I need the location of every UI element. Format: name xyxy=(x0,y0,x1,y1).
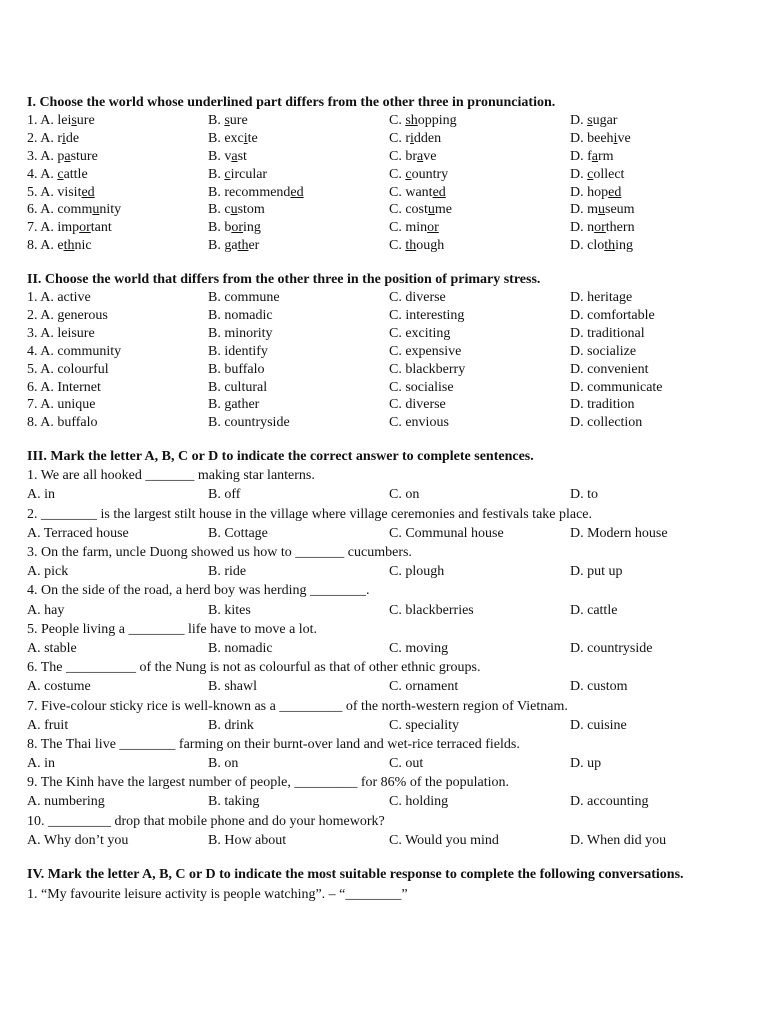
option-text: te xyxy=(247,130,258,146)
option-text: ve xyxy=(423,148,437,164)
option-text: 4. A. xyxy=(27,166,58,182)
answer-option: D. custom xyxy=(570,679,628,695)
answer-option: B. minority xyxy=(208,325,273,341)
question-text: 7. Five-colour sticky rice is well-known as a _________ of the north-western region of Vietnam. xyxy=(27,698,568,714)
answer-option: D. cuisine xyxy=(570,717,627,733)
answer-option: B. nomadic xyxy=(208,640,273,656)
question-row xyxy=(27,396,747,414)
option-text: C. r xyxy=(389,130,410,146)
option-text: st xyxy=(237,148,247,164)
underlined-part: th xyxy=(237,238,249,254)
answer-option: D. socialize xyxy=(570,343,637,359)
question-row xyxy=(27,361,747,379)
option-text: de xyxy=(65,130,80,146)
answer-option xyxy=(389,184,446,202)
answer-option: D. countryside xyxy=(570,640,653,656)
section-title: IV. Mark the letter A, B, C or D to indicate the most suitable response to complete the following conversations. xyxy=(27,867,684,882)
option-text: D. m xyxy=(570,202,598,218)
option-text: ing xyxy=(243,220,261,236)
question-row xyxy=(27,201,747,219)
underlined-part: or xyxy=(594,220,606,236)
answer-option: C. blackberries xyxy=(389,602,474,618)
answer-option xyxy=(570,219,635,237)
underlined-part: s xyxy=(71,113,77,128)
underlined-part: i xyxy=(613,130,618,146)
answer-option: C. Would you mind xyxy=(389,832,499,848)
answer-option xyxy=(27,130,79,148)
option-text: ve xyxy=(617,130,631,146)
option-text: B. xyxy=(208,166,225,182)
options-row xyxy=(27,677,747,696)
answer-option: C. expensive xyxy=(389,343,462,359)
answer-option xyxy=(208,219,261,237)
answer-option: 6. A. Internet xyxy=(27,379,101,395)
answer-option: 3. A. leisure xyxy=(27,325,95,341)
answer-option: B. on xyxy=(208,756,239,772)
underlined-part: ed xyxy=(608,184,622,200)
answer-option: B. countryside xyxy=(208,415,290,431)
underlined-part: u xyxy=(92,202,100,218)
question-row xyxy=(27,237,747,255)
option-text: C. xyxy=(389,166,406,182)
option-text: C. br xyxy=(389,148,417,164)
option-text: rm xyxy=(598,148,614,164)
underlined-part: a xyxy=(591,148,598,164)
answer-option: B. Cottage xyxy=(208,525,268,541)
answer-option: B. kites xyxy=(208,602,251,618)
underlined-part: or xyxy=(79,220,91,236)
underlined-part: th xyxy=(63,238,75,254)
question-text: 5. People living a ________ life have to move a lot. xyxy=(27,621,318,637)
underlined-part: th xyxy=(405,238,417,254)
answer-option: B. drink xyxy=(208,717,254,733)
answer-option xyxy=(570,201,635,219)
question-row xyxy=(27,343,747,361)
answer-option: B. nomadic xyxy=(208,308,273,324)
answer-option xyxy=(27,112,95,130)
section-conversations xyxy=(27,866,747,905)
underlined-part: ed xyxy=(290,184,304,200)
section-pronunciation xyxy=(27,94,747,255)
answer-option: 7. A. unique xyxy=(27,397,96,413)
answer-option: B. identify xyxy=(208,343,268,359)
underlined-part: or xyxy=(427,220,439,236)
section-multiple-choice xyxy=(27,448,747,850)
answer-option: B. gather xyxy=(208,397,260,413)
underlined-part: sh xyxy=(405,113,418,128)
underlined-part: c xyxy=(405,166,412,182)
option-text: B. v xyxy=(208,148,232,164)
underlined-part: u xyxy=(230,202,238,218)
answer-option xyxy=(27,184,95,202)
option-text: 3. A. p xyxy=(27,148,65,164)
worksheet xyxy=(27,94,747,921)
answer-option xyxy=(208,130,258,148)
answer-option: B. taking xyxy=(208,794,260,810)
answer-option: D. to xyxy=(570,487,598,503)
answer-option: D. collection xyxy=(570,415,643,431)
answer-option: A. in xyxy=(27,756,55,772)
section-stress xyxy=(27,271,747,432)
answer-option: A. hay xyxy=(27,602,65,618)
answer-option: B. How about xyxy=(208,832,287,848)
underlined-part: ed xyxy=(81,184,95,200)
question-row xyxy=(27,166,747,184)
answer-option xyxy=(389,237,444,255)
question-text: 3. On the farm, uncle Duong showed us how to _______ cucumbers. xyxy=(27,545,412,560)
question-row xyxy=(27,325,747,343)
answer-option: 4. A. community xyxy=(27,343,122,359)
underlined-part: i xyxy=(243,130,248,146)
answer-option: A. Terraced house xyxy=(27,525,129,541)
answer-option: A. numbering xyxy=(27,794,105,810)
option-text: B. recommend xyxy=(208,184,291,200)
answer-option xyxy=(389,130,441,148)
answer-option: A. stable xyxy=(27,640,77,656)
answer-option: A. Why don’t you xyxy=(27,832,129,848)
options-row xyxy=(27,524,747,543)
answer-option xyxy=(27,148,98,166)
answer-option: D. cattle xyxy=(570,602,618,618)
answer-option: C. Communal house xyxy=(389,525,504,541)
question-row xyxy=(27,130,747,148)
option-text: B. c xyxy=(208,202,231,218)
answer-option: D. traditional xyxy=(570,325,645,341)
question-text: 4. On the side of the road, a herd boy was herding ________. xyxy=(27,583,370,599)
section-title: III. Mark the letter A, B, C or D to indicate the correct answer to complete sentences. xyxy=(27,449,534,465)
question-row xyxy=(27,112,747,130)
answer-option: C. exciting xyxy=(389,325,451,341)
answer-option: A. fruit xyxy=(27,717,69,733)
option-text: D. clo xyxy=(570,238,605,254)
answer-option xyxy=(208,184,304,202)
answer-option: 8. A. buffalo xyxy=(27,415,98,431)
option-text: er xyxy=(248,238,260,254)
underlined-part: c xyxy=(224,166,231,182)
option-text: D. hop xyxy=(570,184,609,200)
answer-option xyxy=(208,148,247,166)
answer-option: C. ornament xyxy=(389,679,459,695)
options-row xyxy=(27,485,747,504)
underlined-part: a xyxy=(64,148,71,164)
underlined-part: i xyxy=(410,130,414,146)
underlined-part: th xyxy=(604,238,616,254)
answer-option xyxy=(27,219,112,237)
question-row xyxy=(27,414,747,432)
answer-option: C. moving xyxy=(389,640,449,656)
question-text: 9. The Kinh have the largest number of people, _________ for 86% of the population. xyxy=(27,775,509,791)
answer-option xyxy=(389,148,436,166)
answer-option: D. put up xyxy=(570,564,623,580)
answer-option xyxy=(208,166,267,184)
answer-option: B. shawl xyxy=(208,679,257,695)
options-row xyxy=(27,754,747,773)
option-text: D. beeh xyxy=(570,130,614,146)
option-text: seum xyxy=(605,202,635,218)
option-text: C. xyxy=(389,238,406,254)
question-row xyxy=(27,184,747,202)
question-text: 10. _________ drop that mobile phone and do your homework? xyxy=(27,813,385,829)
option-text: 5. A. visit xyxy=(27,184,82,200)
answer-option: C. out xyxy=(389,756,424,772)
answer-option: C. holding xyxy=(389,794,449,810)
underlined-part: u xyxy=(598,202,605,218)
underlined-part: a xyxy=(417,148,424,164)
answer-option xyxy=(570,237,633,255)
option-text: stom xyxy=(237,202,265,218)
answer-option: C. socialise xyxy=(389,379,454,395)
answer-option: B. off xyxy=(208,487,241,503)
answer-option: 5. A. colourful xyxy=(27,361,109,377)
option-text: thern xyxy=(605,220,635,236)
option-text: ough xyxy=(416,238,445,254)
options-row xyxy=(27,716,747,735)
question-row xyxy=(27,219,747,237)
answer-option: B. ride xyxy=(208,564,247,580)
question-row xyxy=(27,148,747,166)
underlined-part: u xyxy=(427,202,435,218)
options-row xyxy=(27,562,747,581)
answer-option xyxy=(27,201,121,219)
section-title: I. Choose the world whose underlined part differs from the other three in pronunciation. xyxy=(27,95,556,110)
question-text: 1. We are all hooked _______ making star lanterns. xyxy=(27,468,315,484)
answer-option: D. up xyxy=(570,756,602,772)
option-text: ountry xyxy=(411,166,449,182)
answer-option: C. on xyxy=(389,487,420,503)
answer-option xyxy=(389,166,448,184)
answer-option xyxy=(570,166,624,184)
options-row xyxy=(27,792,747,811)
option-text: me xyxy=(434,202,452,218)
option-text: ing xyxy=(615,238,633,254)
option-text: nic xyxy=(74,238,92,254)
answer-option: C. interesting xyxy=(389,308,465,324)
option-text: C. xyxy=(389,113,406,128)
option-text: B. b xyxy=(208,220,232,236)
option-text: D. xyxy=(570,166,588,182)
option-text: nity xyxy=(99,202,122,218)
option-text: ircular xyxy=(230,166,268,182)
options-row xyxy=(27,639,747,658)
answer-option: D. When did you xyxy=(570,832,667,848)
underlined-part: c xyxy=(57,166,64,182)
option-text: opping xyxy=(417,113,457,128)
stress-rows xyxy=(27,289,747,432)
answer-option xyxy=(570,130,631,148)
answer-option: 2. A. generous xyxy=(27,308,108,324)
option-text: ure xyxy=(229,113,248,128)
option-text: attle xyxy=(63,166,88,182)
option-text: tant xyxy=(90,220,112,236)
option-text: C. want xyxy=(389,184,433,200)
question-text: 8. The Thai live ________ farming on their burnt-over land and wet-rice terraced fields. xyxy=(27,736,520,752)
options-row xyxy=(27,601,747,620)
option-text: 1. A. lei xyxy=(27,113,72,128)
answer-option: B. commune xyxy=(208,290,280,306)
option-text: 6. A. comm xyxy=(27,202,93,218)
answer-option: A. costume xyxy=(27,679,91,695)
answer-option: A. in xyxy=(27,487,55,503)
pronunciation-rows xyxy=(27,112,747,255)
answer-option: C. plough xyxy=(389,564,445,580)
answer-option xyxy=(389,112,457,130)
question-row xyxy=(27,379,747,397)
answer-option: D. comfortable xyxy=(570,308,655,324)
question-row xyxy=(27,289,747,307)
option-text: D. f xyxy=(570,148,592,164)
answer-option xyxy=(389,201,452,219)
option-text: D. n xyxy=(570,220,595,236)
question-text: 1. “My favourite leisure activity is people watching”. – “________” xyxy=(27,887,408,902)
option-text: C. cost xyxy=(389,202,428,218)
answer-option: B. buffalo xyxy=(208,361,265,377)
answer-option: D. convenient xyxy=(570,361,649,377)
answer-option: A. pick xyxy=(27,564,69,580)
option-text: dden xyxy=(413,130,442,146)
answer-option: D. communicate xyxy=(570,379,663,395)
option-text: 2. A. r xyxy=(27,130,62,146)
underlined-part: a xyxy=(231,148,238,164)
answer-option xyxy=(208,112,248,130)
option-text: B. exc xyxy=(208,130,244,146)
answer-option: C. blackberry xyxy=(389,361,466,377)
answer-option xyxy=(27,166,88,184)
answer-option: D. heritage xyxy=(570,290,633,306)
option-text: D. xyxy=(570,113,588,128)
underlined-part: s xyxy=(224,113,230,128)
answer-option: B. cultural xyxy=(208,379,268,395)
answer-option: C. diverse xyxy=(389,397,446,413)
answer-option: C. diverse xyxy=(389,290,446,306)
option-text: 8. A. e xyxy=(27,238,64,254)
answer-option xyxy=(208,237,259,255)
option-text: B. ga xyxy=(208,238,238,254)
conversation-items xyxy=(27,884,747,905)
option-text: sture xyxy=(70,148,98,164)
answer-option xyxy=(570,184,621,202)
option-text: ure xyxy=(76,113,95,128)
question-text: 6. The __________ of the Nung is not as colourful as that of other ethnic groups. xyxy=(27,660,481,676)
answer-option xyxy=(27,237,92,255)
section-title: II. Choose the world that differs from the other three in the position of primary stress. xyxy=(27,272,541,288)
option-text: ugar xyxy=(592,113,618,128)
mcq-items xyxy=(27,466,747,850)
underlined-part: c xyxy=(587,166,594,182)
answer-option xyxy=(389,219,439,237)
answer-option xyxy=(570,148,614,166)
option-text: 7. A. imp xyxy=(27,220,80,236)
answer-option: D. Modern house xyxy=(570,525,668,541)
option-text: ollect xyxy=(593,166,625,182)
underlined-part: or xyxy=(231,220,244,236)
answer-option xyxy=(570,112,617,130)
answer-option: D. tradition xyxy=(570,397,635,413)
underlined-part: i xyxy=(62,130,66,146)
answer-option: C. envious xyxy=(389,415,449,431)
answer-option: C. speciality xyxy=(389,717,459,733)
underlined-part: s xyxy=(587,113,593,128)
answer-option xyxy=(208,201,265,219)
answer-option: D. accounting xyxy=(570,794,649,810)
options-row xyxy=(27,831,747,850)
question-row xyxy=(27,307,747,325)
option-text: B. xyxy=(208,113,225,128)
answer-option: 1. A. active xyxy=(27,290,91,306)
underlined-part: ed xyxy=(432,184,446,200)
option-text: C. min xyxy=(389,220,428,236)
question-text: 2. ________ is the largest stilt house in the village where village ceremonies and festivals take place. xyxy=(27,506,593,522)
